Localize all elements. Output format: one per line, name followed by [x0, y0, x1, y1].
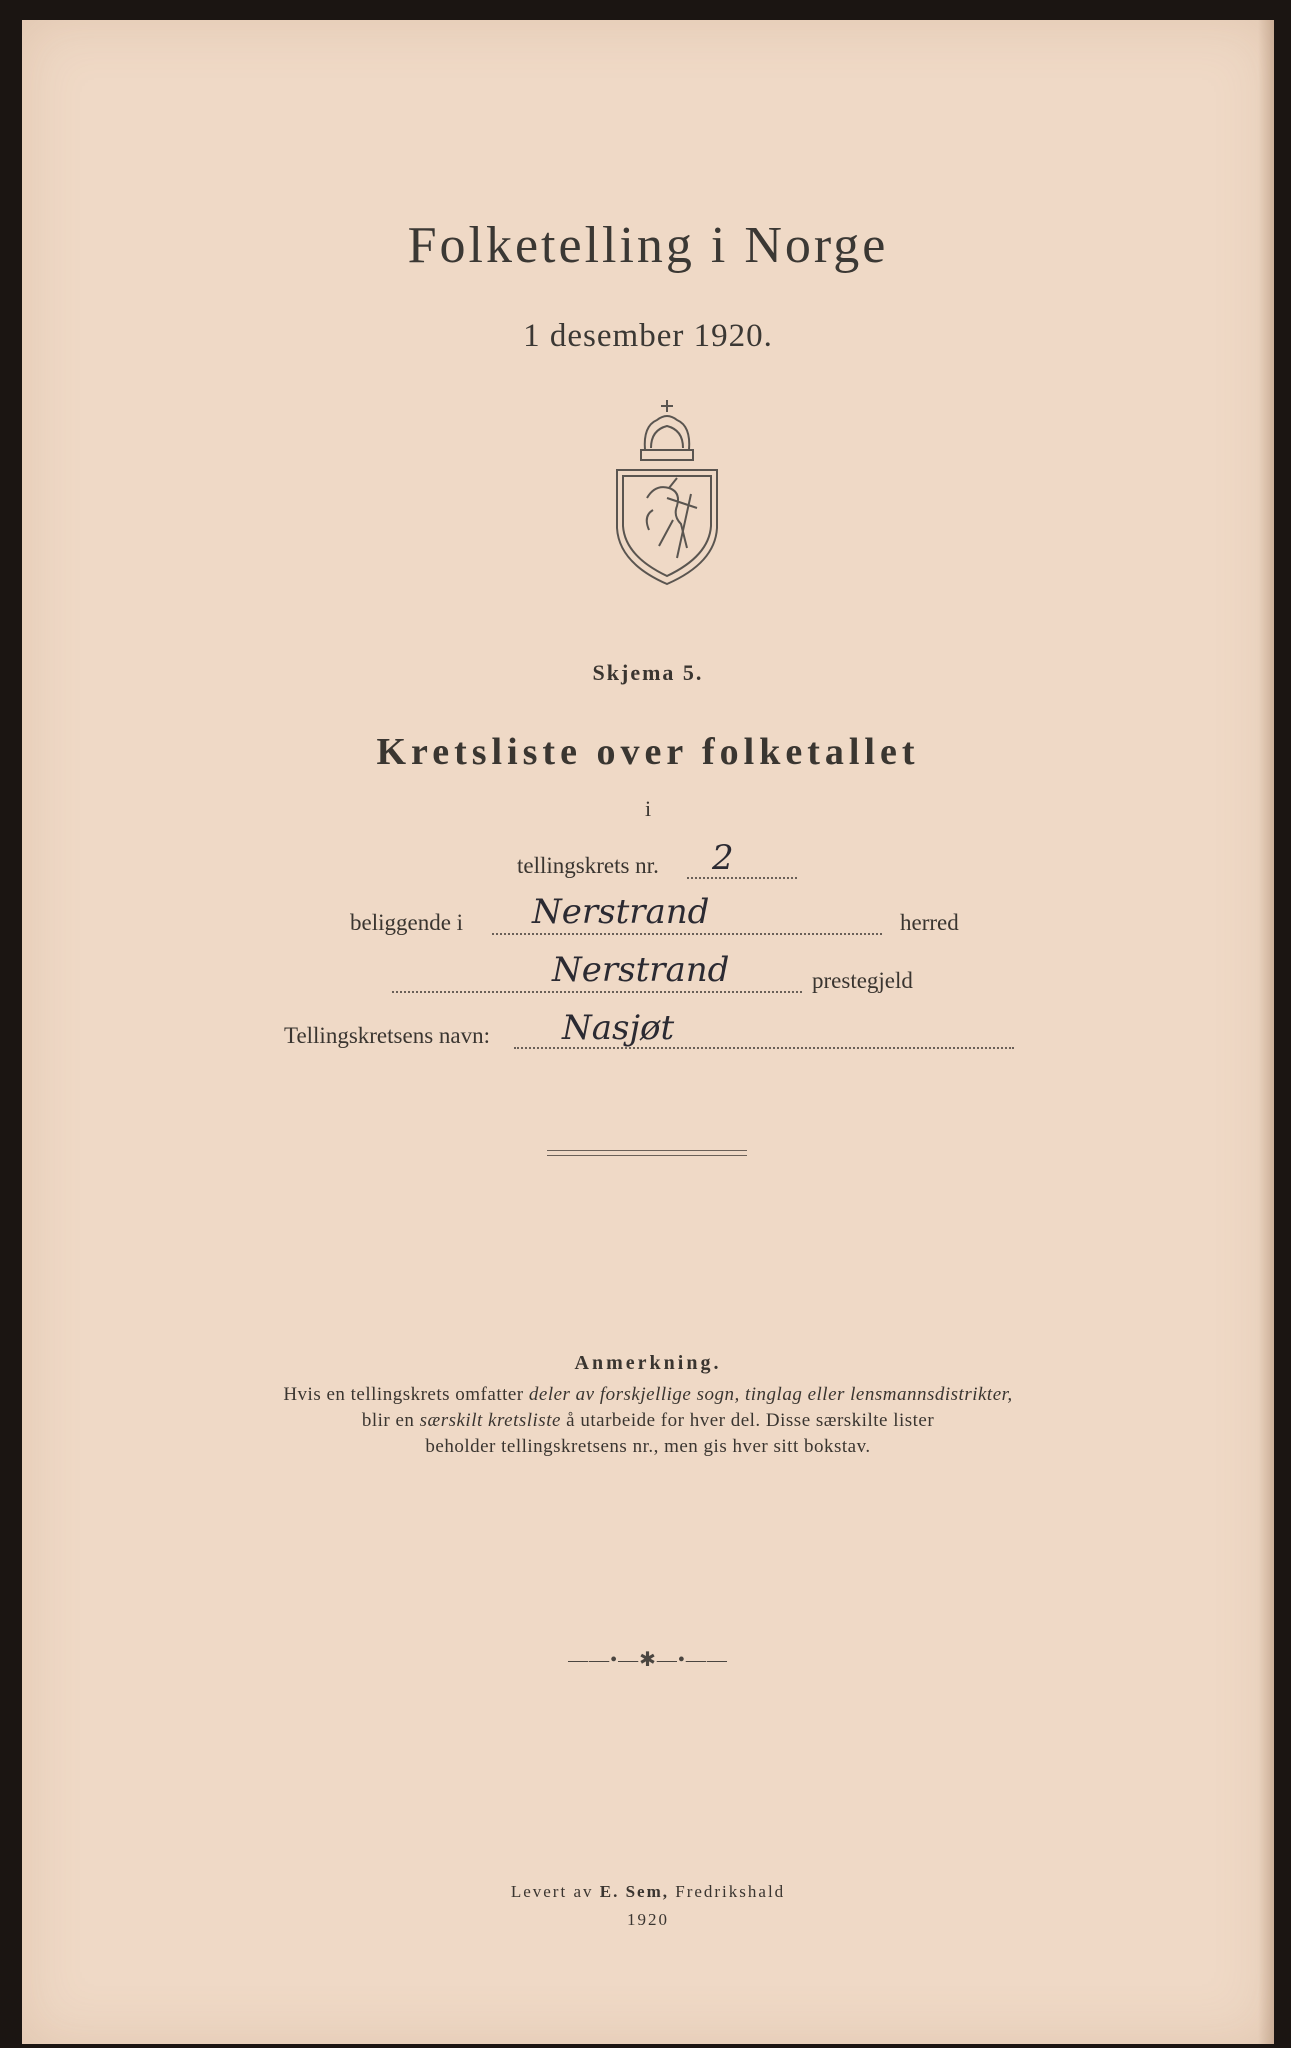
divider-rule	[547, 1150, 747, 1156]
census-date: 1 desember 1920.	[523, 318, 773, 354]
located-in-label: beliggende i	[350, 910, 464, 935]
krets-number-label: tellingskrets nr.	[517, 853, 659, 878]
schema-number: Skjema 5.	[592, 660, 704, 685]
herred-line	[492, 933, 882, 935]
herred-value: Nerstrand	[532, 892, 710, 932]
prestegjeld-label: prestegjeld	[812, 968, 913, 993]
print-year: 1920	[627, 1910, 669, 1929]
norwegian-coat-of-arms-icon	[607, 398, 727, 588]
note-line-1: Hvis en tellingskrets omfatter deler av forskjellige sogn, tinglag eller lensmannsdistrikter,	[283, 1384, 1013, 1405]
form-heading: Kretsliste over folketallet	[376, 731, 920, 773]
note-line-2: blir en særskilt kretsliste å utarbeide for hver del. Disse særskilte lister	[361, 1410, 935, 1431]
herred-label: herred	[900, 910, 959, 935]
note-title: Anmerkning.	[574, 1352, 722, 1374]
ornament-divider: ——•—✱—•——	[568, 1649, 728, 1671]
preposition-text: i	[644, 796, 652, 821]
census-form-page	[22, 20, 1274, 2044]
prestegjeld-value: Nerstrand	[552, 950, 730, 990]
printer-imprint: Levert av E. Sem, Fredrikshald	[510, 1882, 786, 1901]
prestegjeld-line	[392, 991, 802, 993]
district-name-value: Nasjøt	[562, 1008, 675, 1048]
krets-number-value: 2	[712, 838, 734, 878]
district-name-label: Tellingskretsens navn:	[284, 1023, 490, 1048]
note-line-3: beholder tellingskretsens nr., men gis hver sitt bokstav.	[425, 1436, 871, 1457]
document-title: Folketelling i Norge	[407, 217, 889, 274]
krets-number-line	[687, 877, 797, 879]
